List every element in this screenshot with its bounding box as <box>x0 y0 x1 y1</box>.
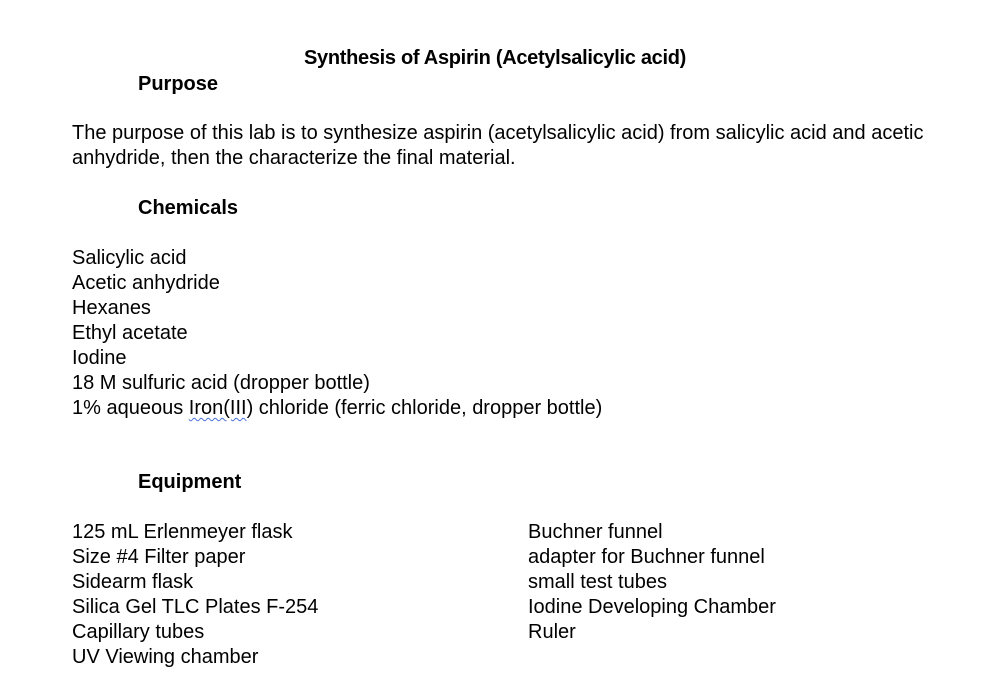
chemicals-list <box>72 246 602 421</box>
equipment-item: Buchner funnel <box>528 521 663 543</box>
equipment-item: Silica Gel TLC Plates F-254 <box>72 596 319 618</box>
chemical-item: Salicylic acid <box>72 247 187 269</box>
chemical-item: Hexanes <box>72 297 151 319</box>
chemical-item <box>72 396 602 421</box>
equipment-heading: Equipment <box>138 471 242 493</box>
equipment-item: Iodine Developing Chamber <box>528 596 776 618</box>
equipment-item: 125 mL Erlenmeyer flask <box>72 521 293 543</box>
equipment-item: adapter for Buchner funnel <box>528 546 765 568</box>
equipment-list-left <box>72 520 318 670</box>
chemical-item-prefix: 1% aqueous <box>72 397 189 419</box>
equipment-item: Size #4 Filter paper <box>72 546 246 568</box>
equipment-item: Capillary tubes <box>72 621 205 643</box>
chemicals-heading: Chemicals <box>138 197 239 219</box>
purpose-paragraph: The purpose of this lab is to synthesize aspirin (acetylsalicylic acid) from salicylic acid and acetic anhydride, then the characterize the final material. <box>72 122 924 169</box>
equipment-item: Ruler <box>528 621 576 643</box>
chemical-item: 18 M sulfuric acid (dropper bottle) <box>72 372 370 394</box>
equipment-item: UV Viewing chamber <box>72 646 259 668</box>
document-title: Synthesis of Aspirin (Acetylsalicylic acid) <box>303 47 687 69</box>
chemical-item: Ethyl acetate <box>72 322 188 344</box>
equipment-item: Sidearm flask <box>72 571 194 593</box>
purpose-heading: Purpose <box>138 73 219 95</box>
spellcheck-flagged-word[interactable]: Iron(III <box>188 397 247 419</box>
equipment-item: small test tubes <box>528 571 667 593</box>
chemical-item-suffix: ) chloride (ferric chloride, dropper bottle) <box>246 397 603 419</box>
chemical-item: Iodine <box>72 347 127 369</box>
chemical-item: Acetic anhydride <box>72 272 220 294</box>
equipment-list-right <box>528 520 776 645</box>
